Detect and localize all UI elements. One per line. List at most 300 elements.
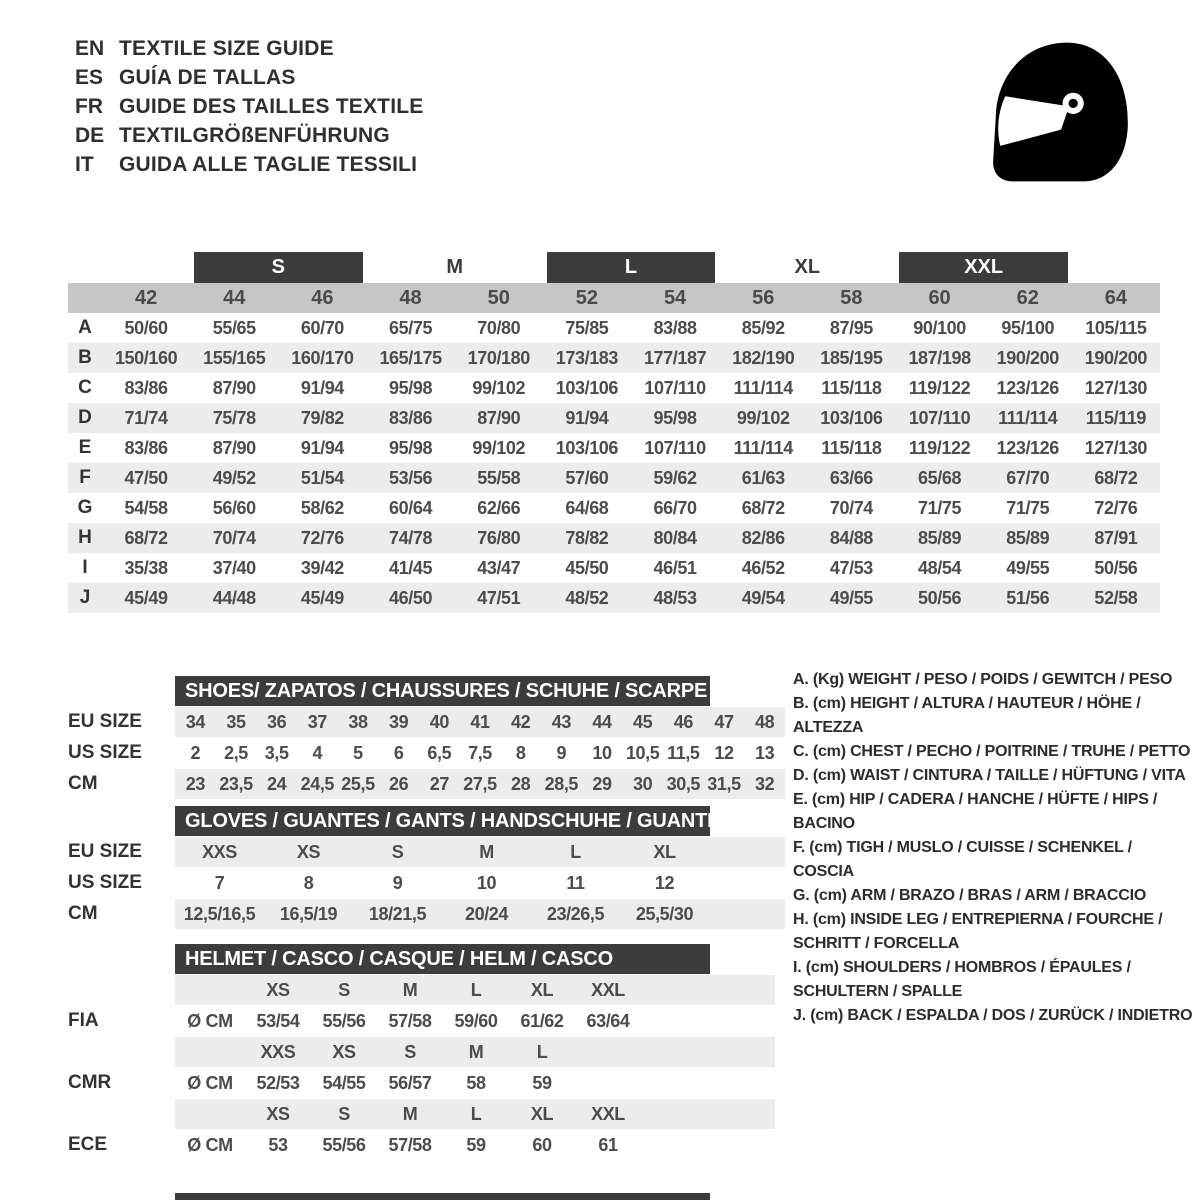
- helmet-value: 56/57: [388, 1073, 432, 1093]
- size-value: 67/70: [1006, 468, 1050, 488]
- sub-row-eu-size: [68, 837, 785, 867]
- size-value: 27,5: [463, 774, 497, 794]
- helmet-size: L: [470, 980, 482, 1000]
- size-value: 4: [312, 743, 323, 763]
- size-value: 44/48: [212, 588, 256, 608]
- helmet-values-row-fia: [68, 1006, 775, 1036]
- size-value: 103/106: [555, 378, 619, 398]
- helmet-size: XXL: [591, 980, 625, 1000]
- sub-row-us-size: [68, 868, 785, 898]
- size-value: 50/60: [124, 318, 168, 338]
- helmet-size: XL: [530, 1104, 554, 1124]
- apparel-row-f: [68, 463, 1160, 493]
- row-values: [175, 1006, 775, 1036]
- size-value: 35/38: [124, 558, 168, 578]
- size-value: 49/55: [1006, 558, 1050, 578]
- size-value: 60/70: [300, 318, 344, 338]
- helmet-value: 59: [532, 1073, 552, 1093]
- language-code: DE: [75, 123, 105, 147]
- size-value: 24,5: [300, 774, 335, 794]
- size-value: 45/50: [565, 558, 609, 578]
- size-value: 46/51: [653, 558, 697, 578]
- language-row: [75, 92, 423, 121]
- size-value: 13: [755, 743, 775, 763]
- size-value: 95/100: [1001, 318, 1055, 338]
- size-value: 51/54: [300, 468, 344, 488]
- helmet-value: 57/58: [388, 1135, 432, 1155]
- numeric-size: 44: [223, 287, 246, 309]
- size-value: 30,5: [666, 774, 701, 794]
- legend-item: F. (cm) TIGH / MUSLO / CUISSE / SCHENKEL / COSCIA: [793, 839, 1132, 880]
- size-value: 72/76: [1094, 498, 1138, 518]
- apparel-row-j: [68, 583, 1160, 613]
- helmet-value: 57/58: [388, 1011, 432, 1031]
- helmet-value: 61: [598, 1135, 618, 1155]
- size-value: 63/66: [829, 468, 873, 488]
- row-values: [175, 899, 785, 929]
- size-value: 115/118: [821, 378, 882, 398]
- legend-item: E. (cm) HIP / CADERA / HANCHE / HÜFTE / HIPS / BACINO: [793, 791, 1158, 832]
- size-value: 68/72: [124, 528, 168, 548]
- numeric-size: 52: [575, 287, 599, 309]
- row-label: US SIZE: [68, 742, 142, 763]
- size-value: 99/102: [472, 378, 526, 398]
- size-value: XXS: [202, 842, 237, 862]
- language-code: FR: [75, 94, 103, 118]
- apparel-row-c: [68, 373, 1160, 403]
- numeric-size: 48: [399, 287, 422, 309]
- size-value: 8: [515, 743, 526, 763]
- size-value: 40: [429, 712, 449, 732]
- numeric-size: 64: [1104, 287, 1128, 309]
- size-value: 39/42: [300, 558, 344, 578]
- legend-item: D. (cm) WAIST / CINTURA / TAILLE / HÜFTUNG / VITA: [793, 767, 1186, 784]
- size-value: XS: [296, 842, 321, 862]
- size-value: 165/175: [379, 348, 442, 368]
- size-value: 68/72: [741, 498, 785, 518]
- unit-label: Ø CM: [187, 1011, 233, 1031]
- helmet-size: XXL: [591, 1104, 625, 1124]
- size-value: 123/126: [996, 378, 1059, 398]
- shoes-table: [68, 676, 785, 800]
- size-value: 6: [393, 743, 404, 763]
- helmet-values-row-ece: [68, 1130, 775, 1160]
- size-value: 47: [714, 712, 734, 732]
- helmet-value: 53: [268, 1135, 288, 1155]
- size-value: 39: [389, 712, 409, 732]
- size-value: 11,5: [667, 743, 700, 763]
- size-value: 84/88: [829, 528, 873, 548]
- size-value: 72/76: [300, 528, 344, 548]
- helmet-value: 59: [466, 1135, 486, 1155]
- size-value: 85/89: [1006, 528, 1050, 548]
- size-value: 99/102: [736, 408, 790, 428]
- helmet-rows: [68, 975, 775, 1160]
- size-value: 25,5/30: [635, 904, 694, 924]
- size-value: 150/160: [114, 348, 178, 368]
- size-value: S: [391, 842, 404, 862]
- unit-label: Ø CM: [187, 1135, 233, 1155]
- size-value: 55/65: [212, 318, 256, 338]
- helmet-table: [68, 944, 775, 1161]
- size-value: 91/94: [300, 378, 344, 398]
- row-values: [175, 707, 785, 737]
- size-value: 52/58: [1094, 588, 1138, 608]
- size-value: 71/74: [124, 408, 168, 428]
- size-value: 75/85: [565, 318, 609, 338]
- size-value: 2: [190, 743, 201, 763]
- size-value: 57/60: [565, 468, 609, 488]
- size-value: 115/119: [1085, 408, 1147, 428]
- language-code: IT: [75, 152, 94, 176]
- legend-item: B. (cm) HEIGHT / ALTURA / HAUTEUR / HÖHE / ALTEZZA: [793, 695, 1141, 736]
- size-value: 38: [348, 712, 368, 732]
- size-value: 49/54: [741, 588, 785, 608]
- size-value: 190/200: [1084, 348, 1148, 368]
- row-label: CM: [68, 903, 98, 924]
- size-value: 41/45: [389, 558, 433, 578]
- row-label: US SIZE: [68, 872, 142, 893]
- size-value: 45/49: [300, 588, 344, 608]
- size-value: 65/68: [918, 468, 962, 488]
- language-title: TEXTILGRÖßENFÜHRUNG: [119, 123, 390, 147]
- row-values: [175, 738, 785, 768]
- size-value: 31,5: [707, 774, 741, 794]
- size-value: 79/82: [300, 408, 344, 428]
- size-value: 48/52: [565, 588, 609, 608]
- helmet-size: S: [404, 1042, 416, 1062]
- size-value: 85/89: [918, 528, 962, 548]
- size-value: 50/56: [918, 588, 962, 608]
- racing-helmet-icon: [978, 36, 1140, 194]
- helmet-size: L: [536, 1042, 548, 1062]
- size-value: 111/114: [998, 408, 1058, 428]
- size-value: 80/84: [653, 528, 697, 548]
- size-value: 12,5/16,5: [183, 904, 256, 924]
- size-value: 12: [714, 743, 734, 763]
- size-value: 11: [566, 873, 585, 893]
- size-value: 95/98: [653, 408, 697, 428]
- row-values: [175, 1068, 775, 1098]
- row-values: [175, 868, 785, 898]
- helmet-size: M: [402, 1104, 418, 1124]
- size-value: 56/60: [212, 498, 256, 518]
- size-value: 71/75: [1006, 498, 1050, 518]
- helmet-value: 55/56: [322, 1011, 366, 1031]
- partial-section-bar: [175, 1193, 710, 1200]
- size-value: 46: [673, 712, 693, 732]
- size-value: 34: [185, 712, 205, 732]
- size-value: 91/94: [300, 438, 344, 458]
- helmet-value: [575, 1068, 641, 1098]
- size-value: 160/170: [291, 348, 354, 368]
- size-value: 28,5: [544, 774, 579, 794]
- size-value: 23: [185, 774, 205, 794]
- size-value: M: [479, 842, 494, 862]
- spacer: [175, 1037, 245, 1067]
- sub-row-cm: [68, 899, 785, 929]
- numeric-size: 62: [1016, 287, 1039, 309]
- size-value: 47/50: [124, 468, 168, 488]
- helmet-size: XS: [332, 1042, 356, 1062]
- legend-item: A. (Kg) WEIGHT / PESO / POIDS / GEWITCH / PESO: [793, 671, 1173, 688]
- language-row: [75, 150, 423, 179]
- helmet-value: 58: [466, 1073, 486, 1093]
- row-label: D: [78, 407, 92, 428]
- size-value: 87/90: [212, 378, 256, 398]
- size-value: 32: [755, 774, 775, 794]
- row-label: ECE: [68, 1134, 108, 1155]
- numeric-size: 46: [311, 287, 334, 309]
- helmet-size: XXS: [260, 1042, 296, 1062]
- spacer: [175, 975, 245, 1005]
- size-value: 37: [307, 712, 327, 732]
- legend-item: I. (cm) SHOULDERS / HOMBROS / ÉPAULES / SCHULTERN / SPALLE: [793, 959, 1131, 1000]
- size-value: 29: [592, 774, 612, 794]
- shoes-rows: [68, 707, 785, 799]
- gloves-table: [68, 806, 785, 930]
- legend-item: H. (cm) INSIDE LEG / ENTREPIERNA / FOURCHE / SCHRITT / FORCELLA: [793, 911, 1163, 952]
- language-title: TEXTILE SIZE GUIDE: [119, 36, 334, 60]
- language-list: [75, 34, 423, 179]
- legend-list: [793, 668, 1197, 1028]
- helmet-value: 52/53: [256, 1073, 300, 1093]
- size-value: 49/55: [829, 588, 873, 608]
- size-value: 23/26,5: [546, 904, 605, 924]
- shoes-title-bar: SHOES/ ZAPATOS / CHAUSSURES / SCHUHE / SCARPE: [175, 676, 710, 706]
- size-value: 99/102: [472, 438, 526, 458]
- language-title: GUIDA ALLE TAGLIE TESSILI: [119, 152, 418, 176]
- sub-row-eu-size: [68, 707, 785, 737]
- row-label: CMR: [68, 1072, 112, 1093]
- unit-label: Ø CM: [187, 1073, 233, 1093]
- row-label: F: [79, 467, 91, 488]
- helmet-size: XS: [266, 980, 290, 1000]
- size-group-xxl: XXL: [899, 252, 1067, 283]
- size-value: 85/92: [741, 318, 785, 338]
- size-value: 47/51: [477, 588, 521, 608]
- language-row: [75, 121, 423, 150]
- helmet-value: 59/60: [454, 1011, 498, 1031]
- size-value: 51/56: [1006, 588, 1050, 608]
- apparel-row-h: [68, 523, 1160, 553]
- helmet-size: M: [402, 980, 418, 1000]
- size-value: 3,5: [264, 743, 289, 763]
- helmet-value: 60: [532, 1135, 552, 1155]
- language-title: GUÍA DE TALLAS: [119, 65, 296, 89]
- size-value: 182/190: [732, 348, 795, 368]
- size-value: 173/183: [555, 348, 619, 368]
- helmet-size: XS: [266, 1104, 290, 1124]
- size-value: 44: [592, 712, 612, 732]
- size-value: 66/70: [653, 498, 697, 518]
- size-group-m: M: [446, 256, 463, 278]
- sub-row-us-size: [68, 738, 785, 768]
- size-value: 127/130: [1084, 438, 1148, 458]
- size-value: 45: [633, 712, 653, 732]
- numeric-size: 56: [752, 287, 775, 309]
- helmet-value: 61/62: [520, 1011, 564, 1031]
- size-value: 170/180: [467, 348, 530, 368]
- size-value: 42: [511, 712, 531, 732]
- helmet-size: [575, 1037, 641, 1067]
- legend-item: G. (cm) ARM / BRAZO / BRAS / ARM / BRACCIO: [793, 887, 1147, 904]
- row-label: C: [78, 377, 92, 398]
- row-values: [175, 1130, 775, 1160]
- size-value: 20/24: [464, 904, 509, 924]
- apparel-row-i: [68, 553, 1160, 583]
- row-sizes: [175, 1037, 775, 1067]
- spacer: [68, 1099, 175, 1129]
- size-value: 65/75: [389, 318, 433, 338]
- size-value: 59/62: [653, 468, 697, 488]
- size-value: 64/68: [565, 498, 609, 518]
- size-value: 8: [303, 873, 314, 893]
- spacer: [175, 1099, 245, 1129]
- helmet-value: 54/55: [322, 1073, 366, 1093]
- size-value: 190/200: [996, 348, 1059, 368]
- size-group-xl: XL: [794, 256, 821, 278]
- helmet-size: S: [338, 1104, 350, 1124]
- apparel-row-a: [68, 313, 1160, 343]
- row-sizes: [175, 975, 775, 1005]
- size-value: XL: [653, 842, 676, 862]
- numeric-size: 54: [663, 287, 687, 309]
- language-code: ES: [75, 65, 104, 89]
- size-value: 48/54: [918, 558, 962, 578]
- size-value: 83/88: [653, 318, 697, 338]
- size-value: 2,5: [224, 743, 248, 763]
- apparel-rows: [68, 313, 1160, 613]
- size-value: 70/74: [829, 498, 873, 518]
- size-value: 107/110: [908, 408, 971, 428]
- size-value: 155/165: [203, 348, 266, 368]
- numeric-size: 42: [134, 287, 158, 309]
- size-value: 10,5: [625, 743, 660, 763]
- spacer: [68, 975, 175, 1005]
- size-value: 9: [556, 743, 567, 763]
- gloves-rows: [68, 837, 785, 929]
- row-label: FIA: [68, 1010, 99, 1031]
- size-value: 83/86: [124, 438, 168, 458]
- size-value: 53/56: [389, 468, 433, 488]
- helmet-size: L: [470, 1104, 482, 1124]
- helmet-value: 63/64: [586, 1011, 630, 1031]
- size-value: 55/58: [477, 468, 521, 488]
- size-value: 119/122: [908, 378, 971, 398]
- row-values: [175, 837, 785, 867]
- size-value: 26: [389, 774, 409, 794]
- size-value: 115/118: [821, 438, 882, 458]
- language-row: [75, 34, 423, 63]
- size-value: 45/49: [124, 588, 168, 608]
- size-value: 35: [226, 712, 246, 732]
- size-value: 68/72: [1094, 468, 1138, 488]
- gloves-title-bar: GLOVES / GUANTES / GANTS / HANDSCHUHE / GUANTI: [175, 806, 710, 836]
- spacer: [68, 1037, 175, 1067]
- legend-item: C. (cm) CHEST / PECHO / POITRINE / TRUHE / PETTO: [793, 743, 1191, 760]
- size-value: 75/78: [212, 408, 256, 428]
- size-value: 111/114: [733, 438, 793, 458]
- size-value: 37/40: [212, 558, 256, 578]
- size-value: 62/66: [477, 498, 521, 518]
- helmet-size: S: [338, 980, 350, 1000]
- size-value: 177/187: [643, 348, 707, 368]
- size-value: 76/80: [477, 528, 521, 548]
- size-value: 12: [654, 873, 675, 893]
- size-value: 10: [476, 873, 497, 893]
- size-value: 7: [214, 873, 225, 893]
- size-value: 10: [592, 743, 612, 763]
- size-value: 5: [353, 743, 363, 763]
- size-value: 46/52: [741, 558, 785, 578]
- size-value: 27: [429, 774, 449, 794]
- row-label: EU SIZE: [68, 711, 142, 732]
- size-value: 25,5: [341, 774, 375, 794]
- size-value: 46/50: [389, 588, 433, 608]
- size-value: 87/95: [829, 318, 873, 338]
- size-value: 48: [755, 712, 775, 732]
- size-value: 105/115: [1085, 318, 1147, 338]
- apparel-row-e: [68, 433, 1160, 463]
- size-value: 61/63: [741, 468, 785, 488]
- size-value: 78/82: [565, 528, 609, 548]
- row-label: A: [78, 317, 92, 338]
- size-value: 16,5/19: [279, 904, 338, 924]
- row-sizes: [175, 1099, 775, 1129]
- size-value: 91/94: [565, 408, 609, 428]
- helmet-sizes-row-cmr: [68, 1037, 775, 1067]
- helmet-sizes-row-ece: [68, 1099, 775, 1129]
- spacer: [68, 283, 102, 313]
- size-value: 127/130: [1084, 378, 1148, 398]
- sub-row-cm: [68, 769, 785, 799]
- numeric-size-row: [68, 283, 1160, 313]
- size-value: 60/64: [389, 498, 433, 518]
- row-label: CM: [68, 773, 98, 794]
- helmet-values-row-cmr: [68, 1068, 775, 1098]
- size-value: 43/47: [477, 558, 521, 578]
- language-row: [75, 63, 423, 92]
- helmet-value: 53/54: [256, 1011, 300, 1031]
- helmet-size: XL: [530, 980, 554, 1000]
- size-value: 119/122: [908, 438, 971, 458]
- size-value: 49/52: [212, 468, 256, 488]
- size-value: 50/56: [1094, 558, 1138, 578]
- row-label: EU SIZE: [68, 841, 142, 862]
- size-value: 90/100: [913, 318, 966, 338]
- size-value: 82/86: [741, 528, 785, 548]
- apparel-row-g: [68, 493, 1160, 523]
- size-value: 18/21,5: [368, 904, 427, 924]
- size-value: 23,5: [219, 774, 253, 794]
- numeric-size: 60: [928, 287, 951, 309]
- size-value: 107/110: [644, 378, 706, 398]
- size-value: 70/74: [212, 528, 256, 548]
- size-group-row: [68, 252, 1160, 283]
- size-value: 103/106: [555, 438, 619, 458]
- size-group-l: L: [547, 252, 715, 283]
- size-value: 41: [470, 712, 490, 732]
- size-value: 74/78: [389, 528, 433, 548]
- row-label: I: [82, 557, 88, 578]
- helmet-size: M: [468, 1042, 484, 1062]
- language-code: EN: [75, 36, 105, 60]
- row-label: J: [79, 587, 91, 608]
- size-value: 54/58: [124, 498, 168, 518]
- legend-item: J. (cm) BACK / ESPALDA / DOS / ZURÜCK / INDIETRO: [793, 1007, 1193, 1024]
- numeric-size: 50: [487, 287, 510, 309]
